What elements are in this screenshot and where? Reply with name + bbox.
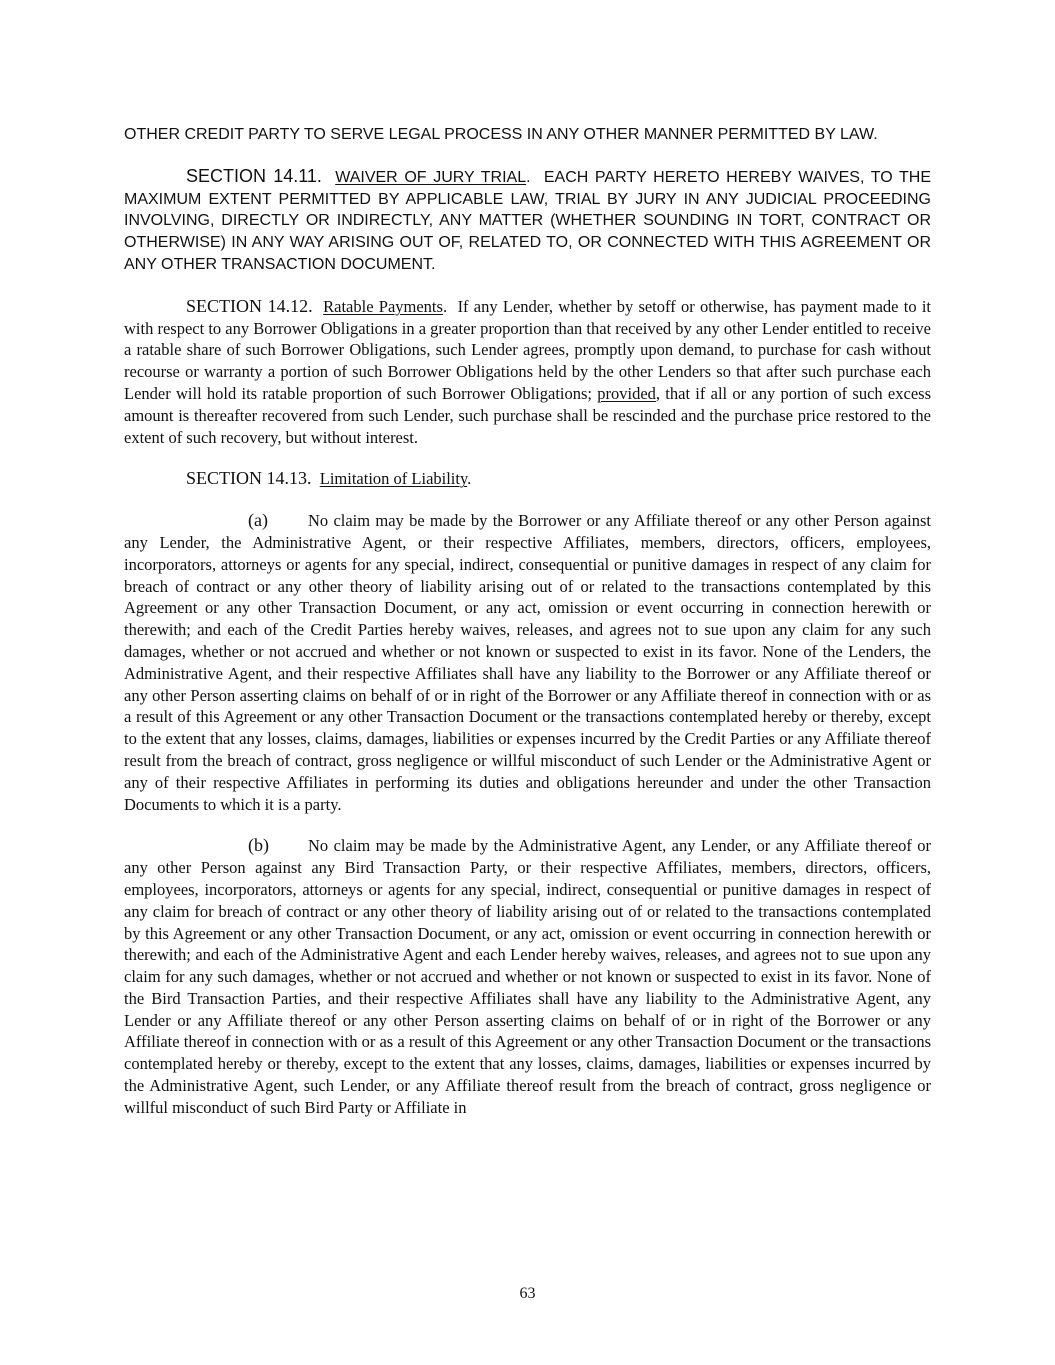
- provided-term: provided: [597, 383, 656, 403]
- continuation-paragraph: OTHER CREDIT PARTY TO SERVE LEGAL PROCESS IN ANY OTHER MANNER PERMITTED BY LAW.: [124, 126, 878, 143]
- subsection-b-label: (b): [248, 835, 269, 856]
- section-14-11-number: SECTION 14.11.: [186, 165, 322, 186]
- subsection-a-label: (a): [248, 510, 268, 531]
- document-page: [124, 124, 931, 1119]
- section-14-13-title: Limitation of Liability: [319, 469, 468, 489]
- subsection-b-text: No claim may be made by the Administrative Agent, any Lender, or any Affiliate thereof or any other Person against any Bird Transaction Party, or their respective Affiliates, members, directors, officers, employees, incorporators, attorneys or agents for any special, indirect, consequential or punitive damages in respect of any claim for breach of contract or any other theory of liability arising out of or related to the transactions contemplated by this Agreement or any other Transaction Document, or any act, omission or event occurring in connection herewith or therewith; and each of the Administrative Agent and each Lender hereby waives, releases, and agrees not to sue upon any claim for any such damages, whether or not accrued and whether or not known or suspected to exist in its favor. None of the Bird Transaction Parties, and their respective Affiliates shall have any liability to the Administrative Agent, any Lender or any Affiliate thereof or any other Person asserting claims on behalf of or in right of the Borrower or any Affiliate thereof in connection with or as a result of this Agreement or any other Transaction Document or the transactions contemplated hereby or thereby, except to the extent that any losses, claims, damages, liabilities or expenses incurred by the Administrative Agent, such Lender, or any Affiliate thereof result from the breach of contract, gross negligence or willful misconduct of such Bird Party or Affiliate in: [124, 836, 931, 1117]
- section-14-11: SECTION 14.11. WAIVER OF JURY TRIAL. EACH PARTY HERETO HEREBY WAIVES, TO THE MAXIMUM EXTENT PERMITTED BY APPLICABLE LAW, TRIAL BY JURY IN ANY JUDICIAL PROCEEDING INVOLVING, DIRECTLY OR INDIRECTLY, ANY MATTER (WHETHER SOUNDING IN TORT, CONTRACT OR OTHERWISE) IN ANY WAY ARISING OUT OF, RELATED TO, OR CONNECTED WITH THIS AGREEMENT OR ANY OTHER TRANSACTION DOCUMENT.: [124, 165, 932, 273]
- page-number: 63: [519, 1285, 536, 1302]
- subsection-a-text: No claim may be made by the Borrower or any Affiliate thereof or any other Person against any Lender, the Administrative Agent, or their respective Affiliates, members, directors, officers, employees, incorporators, attorneys or agents for any special, indirect, consequential or punitive damages in respect of any claim for breach of contract or any other theory of liability arising out of or related to the transactions contemplated by this Agreement or any other Transaction Document, or any act, omission or event occurring in connection herewith or therewith; and each of the Credit Parties hereby waives, releases, and agrees not to sue upon any claim for any such damages, whether or not accrued and whether or not known or suspected to exist in its favor. None of the Lenders, the Administrative Agent, and their respective Affiliates shall have any liability to the Borrower or any Affiliate thereof or any other Person asserting claims on behalf of or in right of the Borrower or any Affiliate thereof in connection with or as a result of this Agreement or any other Transaction Document or the transactions contemplated hereby or thereby, except to the extent that any losses, claims, damages, liabilities or expenses incurred by the Credit Parties or any Affiliate thereof result from the breach of contract, gross negligence or willful misconduct of such Lender or the Administrative Agent or any of their respective Affiliates in performing its duties and obligations hereunder and under the other Transaction Documents to which it is a party.: [124, 511, 931, 814]
- subsection-b: [124, 835, 931, 1118]
- section-14-12-body-1: If any Lender, whether by setoff or otherwise, has payment made to it with respect to any Borrower Obligations in a greater proportion than that received by any other Lender entitled to receive a ratable share of such Borrower Obligations, such Lender agrees, promptly upon demand, to purchase for cash without recourse or warranty a portion of such Borrower Obligations held by the other Lenders so that after such purchase each Lender will hold its ratable proportion of such Borrower Obligations;: [124, 296, 932, 403]
- section-14-13-number: SECTION 14.13.: [186, 468, 312, 489]
- section-14-11-body: EACH PARTY HERETO HEREBY WAIVES, TO THE MAXIMUM EXTENT PERMITTED BY APPLICABLE LAW, TRIAL BY JURY IN ANY JUDICIAL PROCEEDING INVOLVING, DIRECTLY OR INDIRECTLY, ANY MATTER (WHETHER SOUNDING IN TORT, CONTRACT OR OTHERWISE) IN ANY WAY ARISING OUT OF, RELATED TO, OR CONNECTED WITH THIS AGREEMENT OR ANY OTHER TRANSACTION DOCUMENT.: [124, 168, 932, 273]
- section-14-12-body-2: , that if all or any portion of such excess amount is thereafter recovered from such Lender, such purchase shall be rescinded and the purchase price restored to the extent of such recovery, but without interest.: [124, 383, 931, 447]
- subsection-a: [124, 510, 931, 815]
- section-14-13-heading: SECTION 14.13. Limitation of Liability.: [186, 468, 472, 489]
- section-14-12-number: SECTION 14.12.: [186, 295, 313, 316]
- section-14-11-title: WAIVER OF JURY TRIAL: [335, 168, 527, 186]
- section-14-12-title: Ratable Payments: [323, 296, 443, 316]
- section-14-12: SECTION 14.12. Ratable Payments. If any Lender, whether by setoff or otherwise, has payment made to it with respect to any Borrower Obligations in a greater proportion than that received by any other Lender entitled to receive a ratable share of such Borrower Obligations, such Lender agrees, promptly upon demand, to purchase for cash without recourse or warranty a portion of such Borrower Obligations held by the other Lenders so that after such purchase each Lender will hold its ratable proportion of such Borrower Obligations; provided, that if all or any portion of such excess amount is thereafter recovered from such Lender, such purchase shall be rescinded and the purchase price restored to the extent of such recovery, but without interest.: [124, 295, 932, 447]
